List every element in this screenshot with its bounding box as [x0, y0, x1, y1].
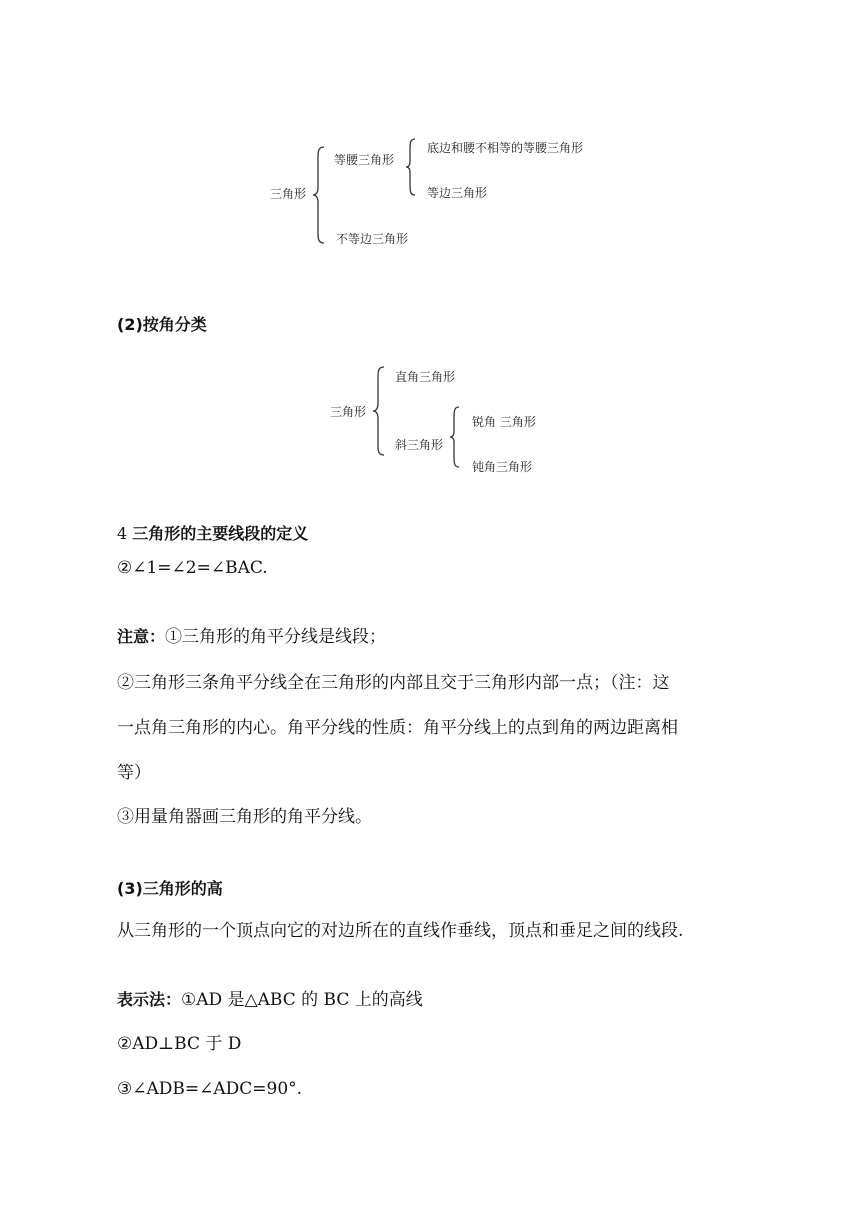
diagram2-branch2-sub2-label: 钝角三角形: [472, 460, 533, 474]
diagram2-main-brace: [372, 365, 386, 457]
angle-bisector-equation: ②∠1=∠2=∠BAC.: [117, 558, 268, 578]
section4-heading-number: 4: [117, 524, 128, 543]
section2-heading: (2)按角分类: [117, 315, 207, 334]
diagram1-branch1-label: 等腰三角形: [334, 153, 395, 167]
section3-heading: (3)三角形的高: [117, 879, 223, 898]
diagram2-root-label: 三角形: [330, 405, 367, 419]
note-item-3: ③用量角器画三角形的角平分线。: [117, 807, 372, 827]
height-definition: 从三角形的一个顶点向它的对边所在的直线作垂线，顶点和垂足之间的线段.: [117, 921, 684, 941]
diagram2-branch1-label: 直角三角形: [395, 370, 456, 384]
note-line-1: [117, 626, 386, 648]
section4-heading-text: 三角形的主要线段的定义: [132, 524, 309, 543]
note-item-2-line-2: 一点角三角形的内心。角平分线的性质：角平分线上的点到角的两边距离相: [117, 718, 678, 738]
note-label: 注意：: [117, 627, 166, 646]
representation-item-2: ②AD⊥BC 于 D: [117, 1034, 242, 1054]
note-item-2-line-1: ②三角形三条角平分线全在三角形的内部且交于三角形内部一点；（注：这: [117, 673, 670, 693]
diagram1-root-label: 三角形: [270, 187, 307, 201]
diagram2-sub-brace: [449, 405, 461, 469]
diagram1-branch2-label: 不等边三角形: [336, 232, 409, 246]
note-item-1: ①三角形的角平分线是线段；: [165, 627, 387, 647]
diagram2-branch2-sub1-label: 锐角 三角形: [472, 415, 536, 429]
diagram2-branch2-label: 斜三角形: [395, 438, 444, 452]
representation-label: 表示法：: [117, 990, 182, 1009]
diagram1-sub-brace: [405, 137, 417, 197]
diagram1-main-brace: [312, 145, 326, 245]
diagram1-branch1-sub1-label: 底边和腰不相等的等腰三角形: [427, 141, 584, 155]
representation-item-1: ①AD 是△ABC 的 BC 上的高线: [181, 990, 423, 1010]
representation-item-3: ③∠ADB=∠ADC=90°.: [117, 1079, 303, 1099]
note-item-2-line-3: 等）: [117, 763, 151, 783]
representation-line-1: [117, 989, 423, 1011]
diagram1-branch1-sub2-label: 等边三角形: [427, 186, 488, 200]
section4-heading: [117, 521, 308, 544]
